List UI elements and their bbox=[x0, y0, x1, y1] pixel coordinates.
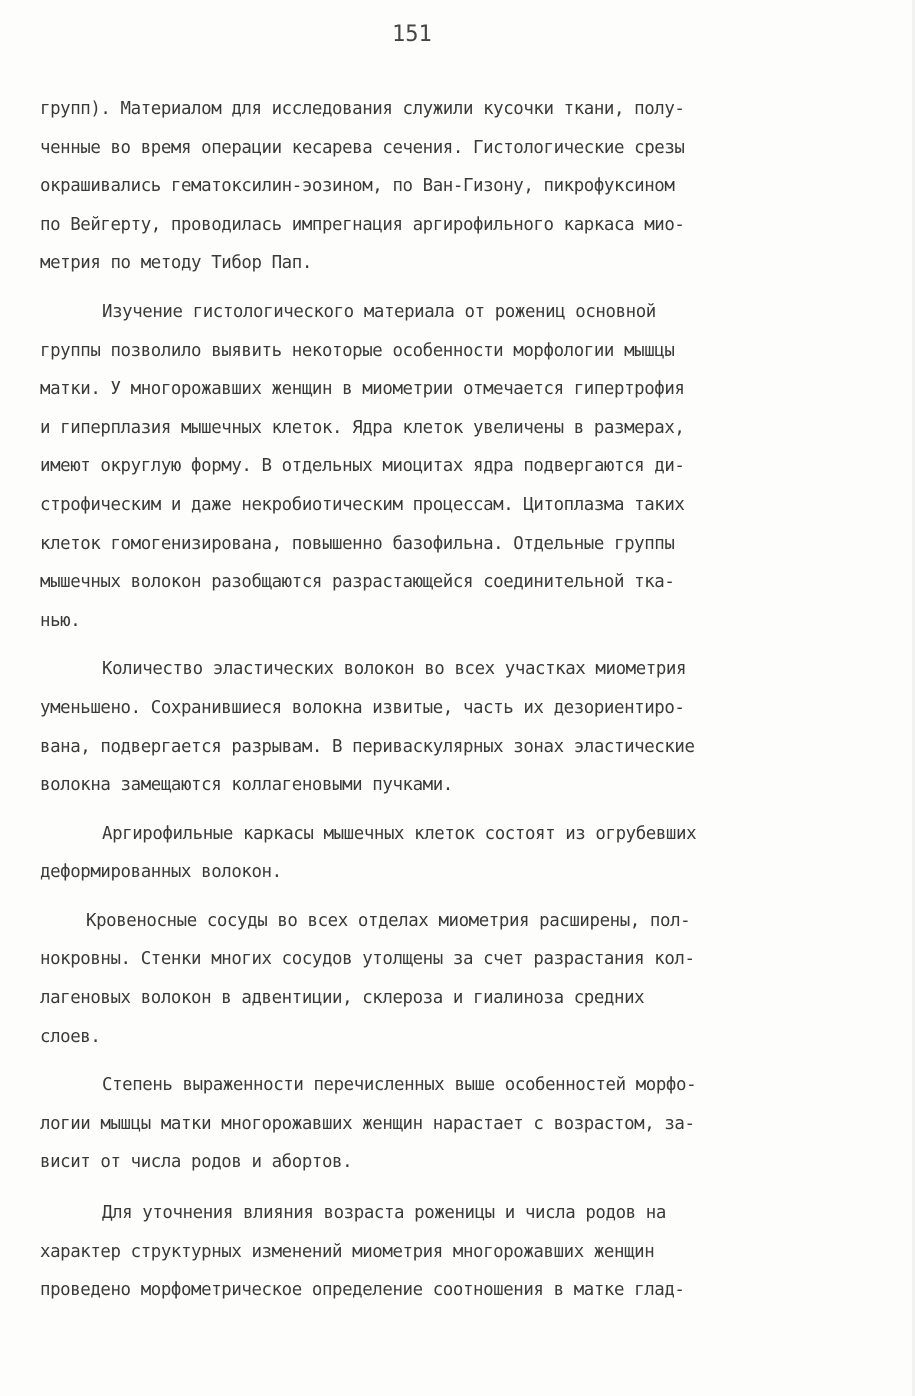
text-line: ченные во время операции кесарева сечения. Гистологические срезы bbox=[40, 137, 685, 158]
paragraph bbox=[40, 1194, 870, 1310]
text-line: слоев. bbox=[40, 1026, 101, 1047]
text-line: Количество эластических волокон во всех участках миометрия bbox=[102, 659, 687, 680]
text-line: деформированных волокон. bbox=[40, 862, 282, 883]
text-line: по Вейгерту, проводилась импрегнация аргирофильного каркаса мио- bbox=[40, 214, 685, 235]
text-line: групп). Материалом для исследования служили кусочки ткани, полу- bbox=[40, 99, 685, 119]
text-line: логии мышцы матки многорожавших женщин нарастает с возрастом, за- bbox=[40, 1113, 695, 1134]
paragraph bbox=[40, 815, 870, 892]
page-number: 151 bbox=[392, 22, 432, 47]
text-line: строфическим и даже некробиотическим процессам. Цитоплазма таких bbox=[40, 494, 685, 515]
text-line: волокна замещаются коллагеновыми пучками. bbox=[40, 775, 453, 796]
text-line: уменьшено. Сохранившиеся волокна извитые, часть их дезориентиро- bbox=[40, 697, 685, 718]
paragraph bbox=[40, 90, 870, 283]
paragraph bbox=[40, 902, 870, 1056]
text-line: группы позволило выявить некоторые особенности морфологии мышцы bbox=[40, 340, 675, 361]
text-line: клеток гомогенизирована, повышенно базофильна. Отдельные группы bbox=[40, 533, 675, 554]
text-line: Изучение гистологического материала от рожениц основной bbox=[102, 301, 656, 322]
text-line: нью. bbox=[40, 610, 81, 631]
text-line: метрия по методу Тибор Пап. bbox=[40, 253, 312, 274]
paragraph bbox=[40, 293, 870, 640]
text-line: и гиперплазия мышечных клеток. Ядра клеток увеличены в размерах, bbox=[40, 417, 685, 438]
text-line: висит от числа родов и абортов. bbox=[40, 1152, 353, 1173]
text-line: Степень выраженности перечисленных выше особенностей морфо- bbox=[102, 1075, 697, 1096]
text-line: нокровны. Стенки многих сосудов утолщены за счет разрастания кол- bbox=[40, 949, 695, 970]
paragraph bbox=[40, 1066, 870, 1182]
text-line: проведено морфометрическое определение соотношения в матке глад- bbox=[40, 1280, 685, 1301]
text-line: лагеновых волокон в адвентиции, склероза и гиалиноза средних bbox=[40, 988, 645, 1009]
text-line: мышечных волокон разобщаются разрастающейся соединительной тка- bbox=[40, 572, 675, 593]
text-line: Кровеносные сосуды во всех отделах миометрия расширены, пол- bbox=[86, 910, 691, 931]
text-line: окрашивались гематоксилин-эозином, по Ван-Гизону, пикрофуксином bbox=[40, 176, 675, 197]
text-line: Аргирофильные каркасы мышечных клеток состоят из огрубевших bbox=[102, 823, 697, 844]
text-line: Для уточнения влияния возраста роженицы и числа родов на bbox=[102, 1203, 666, 1224]
text-line: вана, подвергается разрывам. В периваскулярных зонах эластические bbox=[40, 736, 695, 757]
paragraph bbox=[40, 650, 870, 804]
body-text bbox=[40, 90, 870, 1310]
text-line: характер структурных изменений миометрия многорожавших женщин bbox=[40, 1241, 655, 1262]
text-line: матки. У многорожавших женщин в миометрии отмечается гипертрофия bbox=[40, 379, 685, 400]
text-line: имеют округлую форму. В отдельных миоцитах ядра подвергаются ди- bbox=[40, 456, 685, 477]
